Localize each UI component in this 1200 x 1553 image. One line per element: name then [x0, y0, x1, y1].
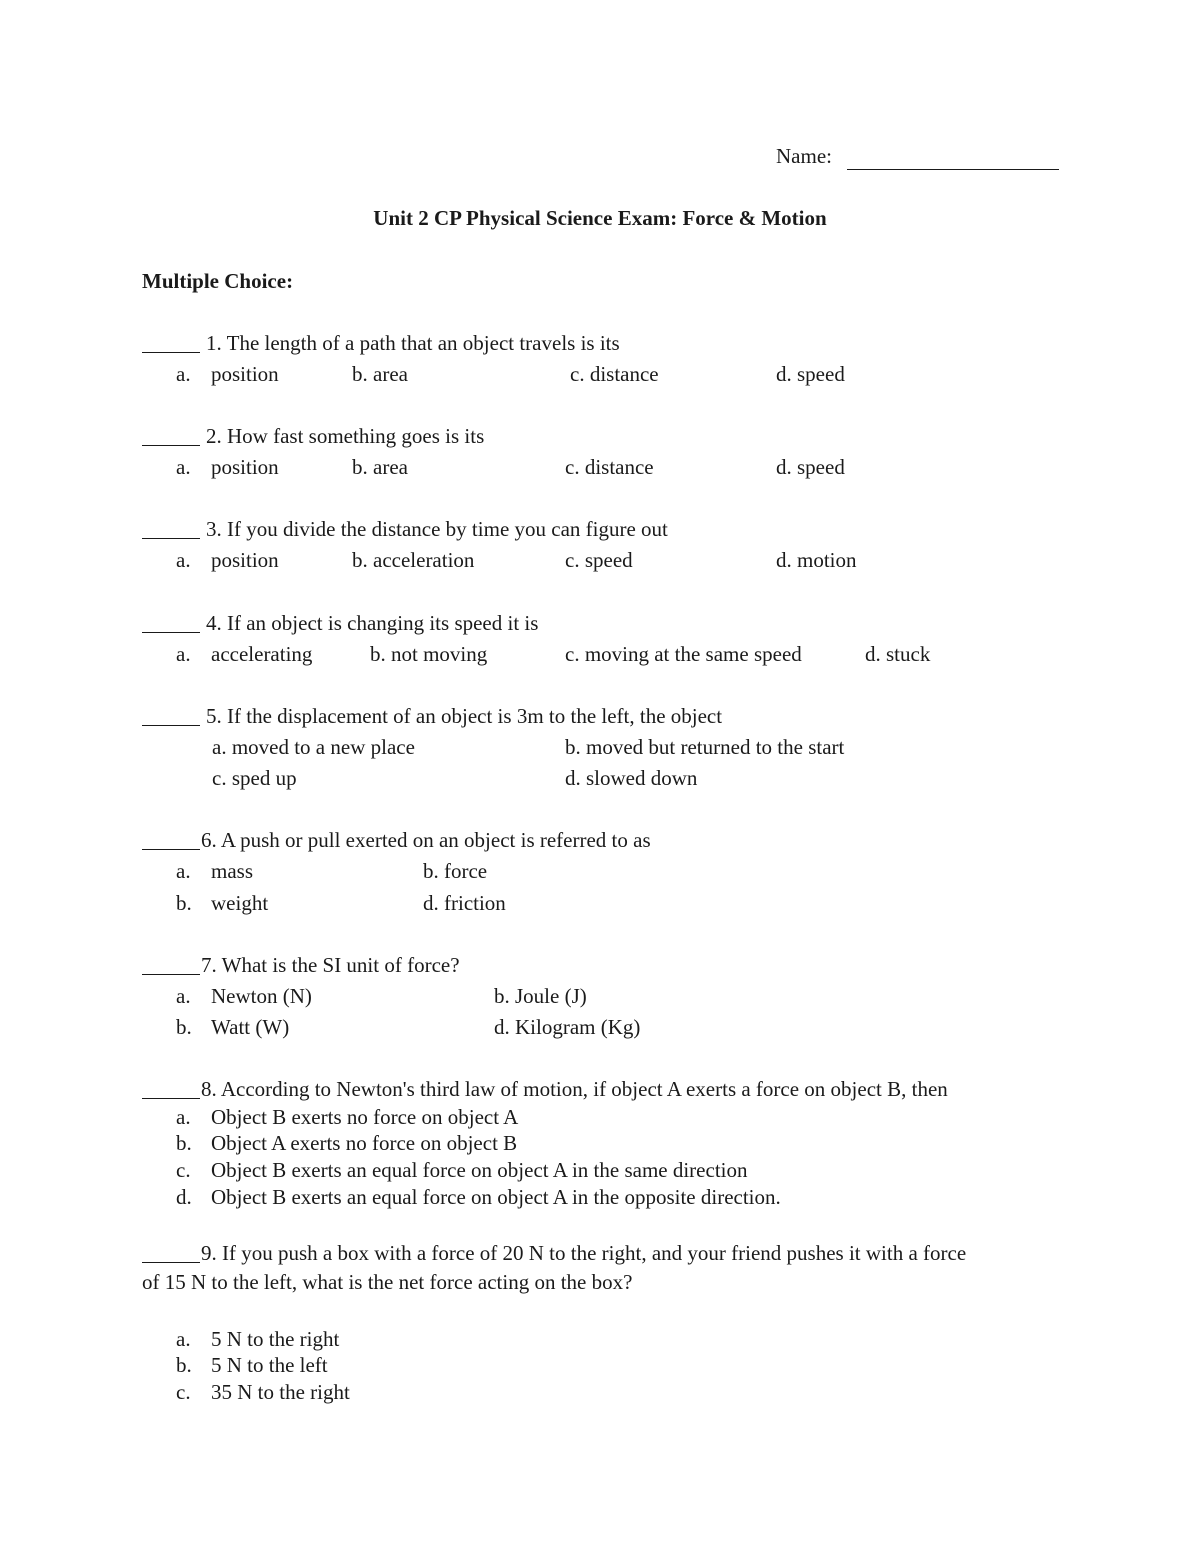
question-8-text: 8. According to Newton's third law of motion, if object A exerts a force on object B, then — [201, 1077, 948, 1101]
q9-option-b-marker: b. — [176, 1353, 192, 1377]
q8-option-b-marker: b. — [176, 1131, 192, 1155]
q9-option-a: 5 N to the right — [211, 1327, 340, 1351]
question-4-text: 4. If an object is changing its speed it is — [206, 611, 539, 635]
q5-option-c: c. sped up — [212, 766, 297, 790]
q6-option-a: mass — [211, 859, 253, 883]
q5-option-d: d. slowed down — [565, 766, 698, 790]
q8-option-c: Object B exerts an equal force on object A in the same direction — [211, 1158, 748, 1182]
question-2-text: 2. How fast something goes is its — [206, 424, 485, 448]
q9-option-a-marker: a. — [176, 1327, 191, 1351]
q4-option-c: c. moving at the same speed — [565, 642, 802, 666]
question-9-text-continued: of 15 N to the left, what is the net force acting on the box? — [142, 1270, 633, 1294]
q6-option-c-marker: b. — [176, 891, 192, 915]
answer-blank-4[interactable] — [142, 632, 200, 633]
name-blank[interactable] — [847, 169, 1059, 170]
q8-option-c-marker: c. — [176, 1158, 191, 1182]
q7-option-c-marker: b. — [176, 1015, 192, 1039]
q8-option-d: Object B exerts an equal force on object A in the opposite direction. — [211, 1185, 781, 1209]
answer-blank-9[interactable] — [142, 1262, 200, 1263]
q3-option-a-marker: a. — [176, 548, 191, 572]
q1-option-b: b. area — [352, 362, 408, 386]
q1-option-a: position — [211, 362, 279, 386]
q3-option-d: d. motion — [776, 548, 857, 572]
q3-option-a: position — [211, 548, 279, 572]
q6-option-d: d. friction — [423, 891, 506, 915]
q7-option-d: d. Kilogram (Kg) — [494, 1015, 641, 1039]
q5-option-b: b. moved but returned to the start — [565, 735, 845, 759]
q6-option-c: weight — [211, 891, 269, 915]
q1-option-a-marker: a. — [176, 362, 191, 386]
question-6-text: 6. A push or pull exerted on an object is referred to as — [201, 828, 651, 852]
answer-blank-5[interactable] — [142, 725, 200, 726]
question-9-text: 9. If you push a box with a force of 20 N to the right, and your friend pushes it with a force — [201, 1241, 967, 1265]
q4-option-a-marker: a. — [176, 642, 191, 666]
answer-blank-6[interactable] — [142, 849, 200, 850]
answer-blank-3[interactable] — [142, 538, 200, 539]
q8-option-b: Object A exerts no force on object B — [211, 1131, 518, 1155]
q7-option-c: Watt (W) — [211, 1015, 290, 1039]
q4-option-a: accelerating — [211, 642, 313, 666]
section-heading: Multiple Choice: — [142, 269, 294, 293]
q1-option-c: c. distance — [570, 362, 659, 386]
answer-blank-2[interactable] — [142, 445, 200, 446]
q7-option-a-marker: a. — [176, 984, 191, 1008]
answer-blank-8[interactable] — [142, 1098, 200, 1099]
q2-option-a: position — [211, 455, 279, 479]
q2-option-c: c. distance — [565, 455, 654, 479]
q2-option-a-marker: a. — [176, 455, 191, 479]
page-title: Unit 2 CP Physical Science Exam: Force & Motion — [373, 206, 827, 230]
name-label: Name: — [776, 144, 832, 168]
q8-option-a-marker: a. — [176, 1105, 191, 1129]
q9-option-c-marker: c. — [176, 1380, 191, 1404]
q2-option-d: d. speed — [776, 455, 845, 479]
q7-option-a: Newton (N) — [211, 984, 312, 1008]
q8-option-d-marker: d. — [176, 1185, 192, 1209]
q8-option-a: Object B exerts no force on object A — [211, 1105, 519, 1129]
question-5-text: 5. If the displacement of an object is 3m to the left, the object — [206, 704, 723, 728]
q5-option-a: a. moved to a new place — [212, 735, 415, 759]
q3-option-c: c. speed — [565, 548, 633, 572]
answer-blank-7[interactable] — [142, 974, 200, 975]
q3-option-b: b. acceleration — [352, 548, 475, 572]
q6-option-b: b. force — [423, 859, 488, 883]
question-7-text: 7. What is the SI unit of force? — [201, 953, 460, 977]
answer-blank-1[interactable] — [142, 352, 200, 353]
q9-option-c: 35 N to the right — [211, 1380, 350, 1404]
q1-option-d: d. speed — [776, 362, 845, 386]
q4-option-b: b. not moving — [370, 642, 488, 666]
question-3-text: 3. If you divide the distance by time you can figure out — [206, 517, 668, 541]
question-1-text: 1. The length of a path that an object travels is its — [206, 331, 620, 355]
q4-option-d: d. stuck — [865, 642, 931, 666]
q6-option-a-marker: a. — [176, 859, 191, 883]
q2-option-b: b. area — [352, 455, 408, 479]
q7-option-b: b. Joule (J) — [494, 984, 587, 1008]
q9-option-b: 5 N to the left — [211, 1353, 328, 1377]
